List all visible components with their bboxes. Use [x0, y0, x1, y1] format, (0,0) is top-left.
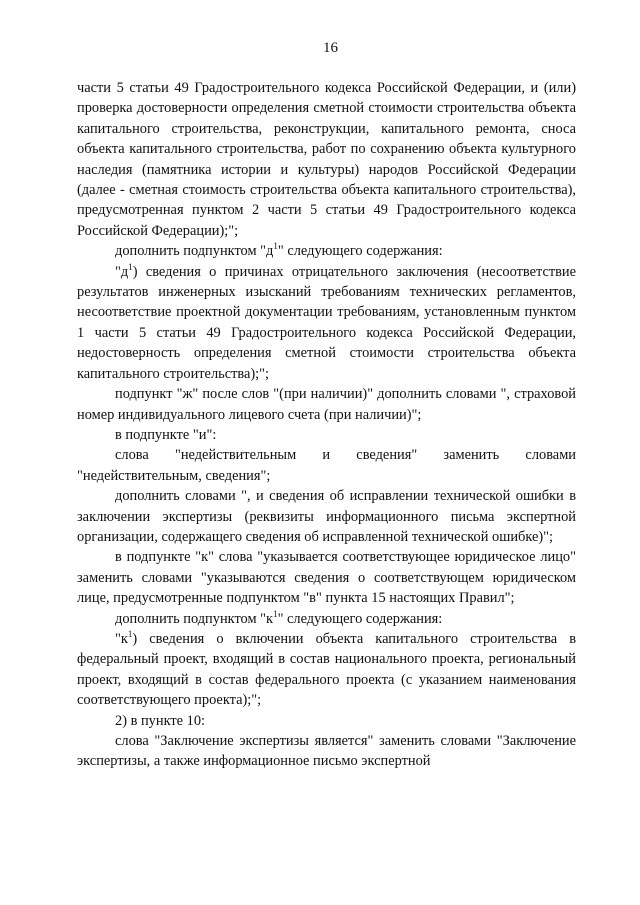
paragraph-5: в подпункте "и":: [115, 426, 217, 443]
superscript: 1: [273, 241, 278, 252]
superscript: 1: [273, 608, 278, 619]
paragraph-9: дополнить подпунктом "$к^1$" следующего содержания:: [115, 608, 443, 627]
paragraph-4: подпункт "ж" после слов "(при наличии)" дополнить словами ", страховой номер индивидуального лицевого счета (при наличии)";: [77, 386, 576, 423]
paragraph-2: дополнить подпунктом "$д^1$" следующего содержания:: [115, 241, 443, 260]
document-body: [77, 78, 576, 772]
paragraph-8: в подпункте "к" слова "указывается соответствующее юридическое лицо" заменить словами "указываются сведения о соответствующем юридическом лице, предусмотренные подпунктом "в" пункта 15 настоящих Правил";: [77, 549, 576, 607]
paragraph-3: "$д^1$) сведения о причинах отрицательного заключения (несоответствие результатов инженерных изысканий требованиям технических регламентов, несоответствие проектной документации требованиям, установленным пунктом 1 части 5 статьи 49 Градостроительного кодекса Российской Федерации, недостоверность определения сметной стоимости строительства объекта капитального строительства);";: [77, 261, 576, 382]
superscript: 1: [127, 629, 133, 640]
paragraph-10: "$к^1$) сведения о включении объекта капитального строительства в федеральный проект, входящий в состав национального проекта, региональный проект, входящий в состав федерального проекта (с указанием наименования соответствующего проекта);";: [77, 629, 576, 709]
paragraph-12: слова "Заключение экспертизы является" заменить словами "Заключение экспертизы, а также информационное письмо экспертной: [77, 733, 576, 770]
superscript: 1: [128, 261, 133, 272]
paragraph-7: дополнить словами ", и сведения об исправлении технической ошибки в заключении экспертизы (реквизиты информационного письма экспертной организации, содержащего сведения об исправленной технической ошибке)";: [77, 488, 576, 545]
page-number: 16: [323, 40, 338, 56]
paragraph-11: 2) в пункте 10:: [115, 712, 206, 729]
paragraph-6: слова "недействительным и сведения" заменить словами "недействительным, сведения";: [77, 447, 576, 484]
paragraph-1: части 5 статьи 49 Градостроительного кодекса Российской Федерации, и (или) проверка достоверности определения сметной стоимости строительства объекта капитального строительства, реконструкции, капитального ремонта, сноса объекта капитального строительства, работ по сохранению объекта культурного наследия (памятника истории и культуры) народов Российской Федерации (далее - сметная стоимость строительства объекта капитального строительства), предусмотренная пунктом 2 части 5 статьи 49 Градостроительного кодекса Российской Федерации);";: [77, 80, 576, 239]
